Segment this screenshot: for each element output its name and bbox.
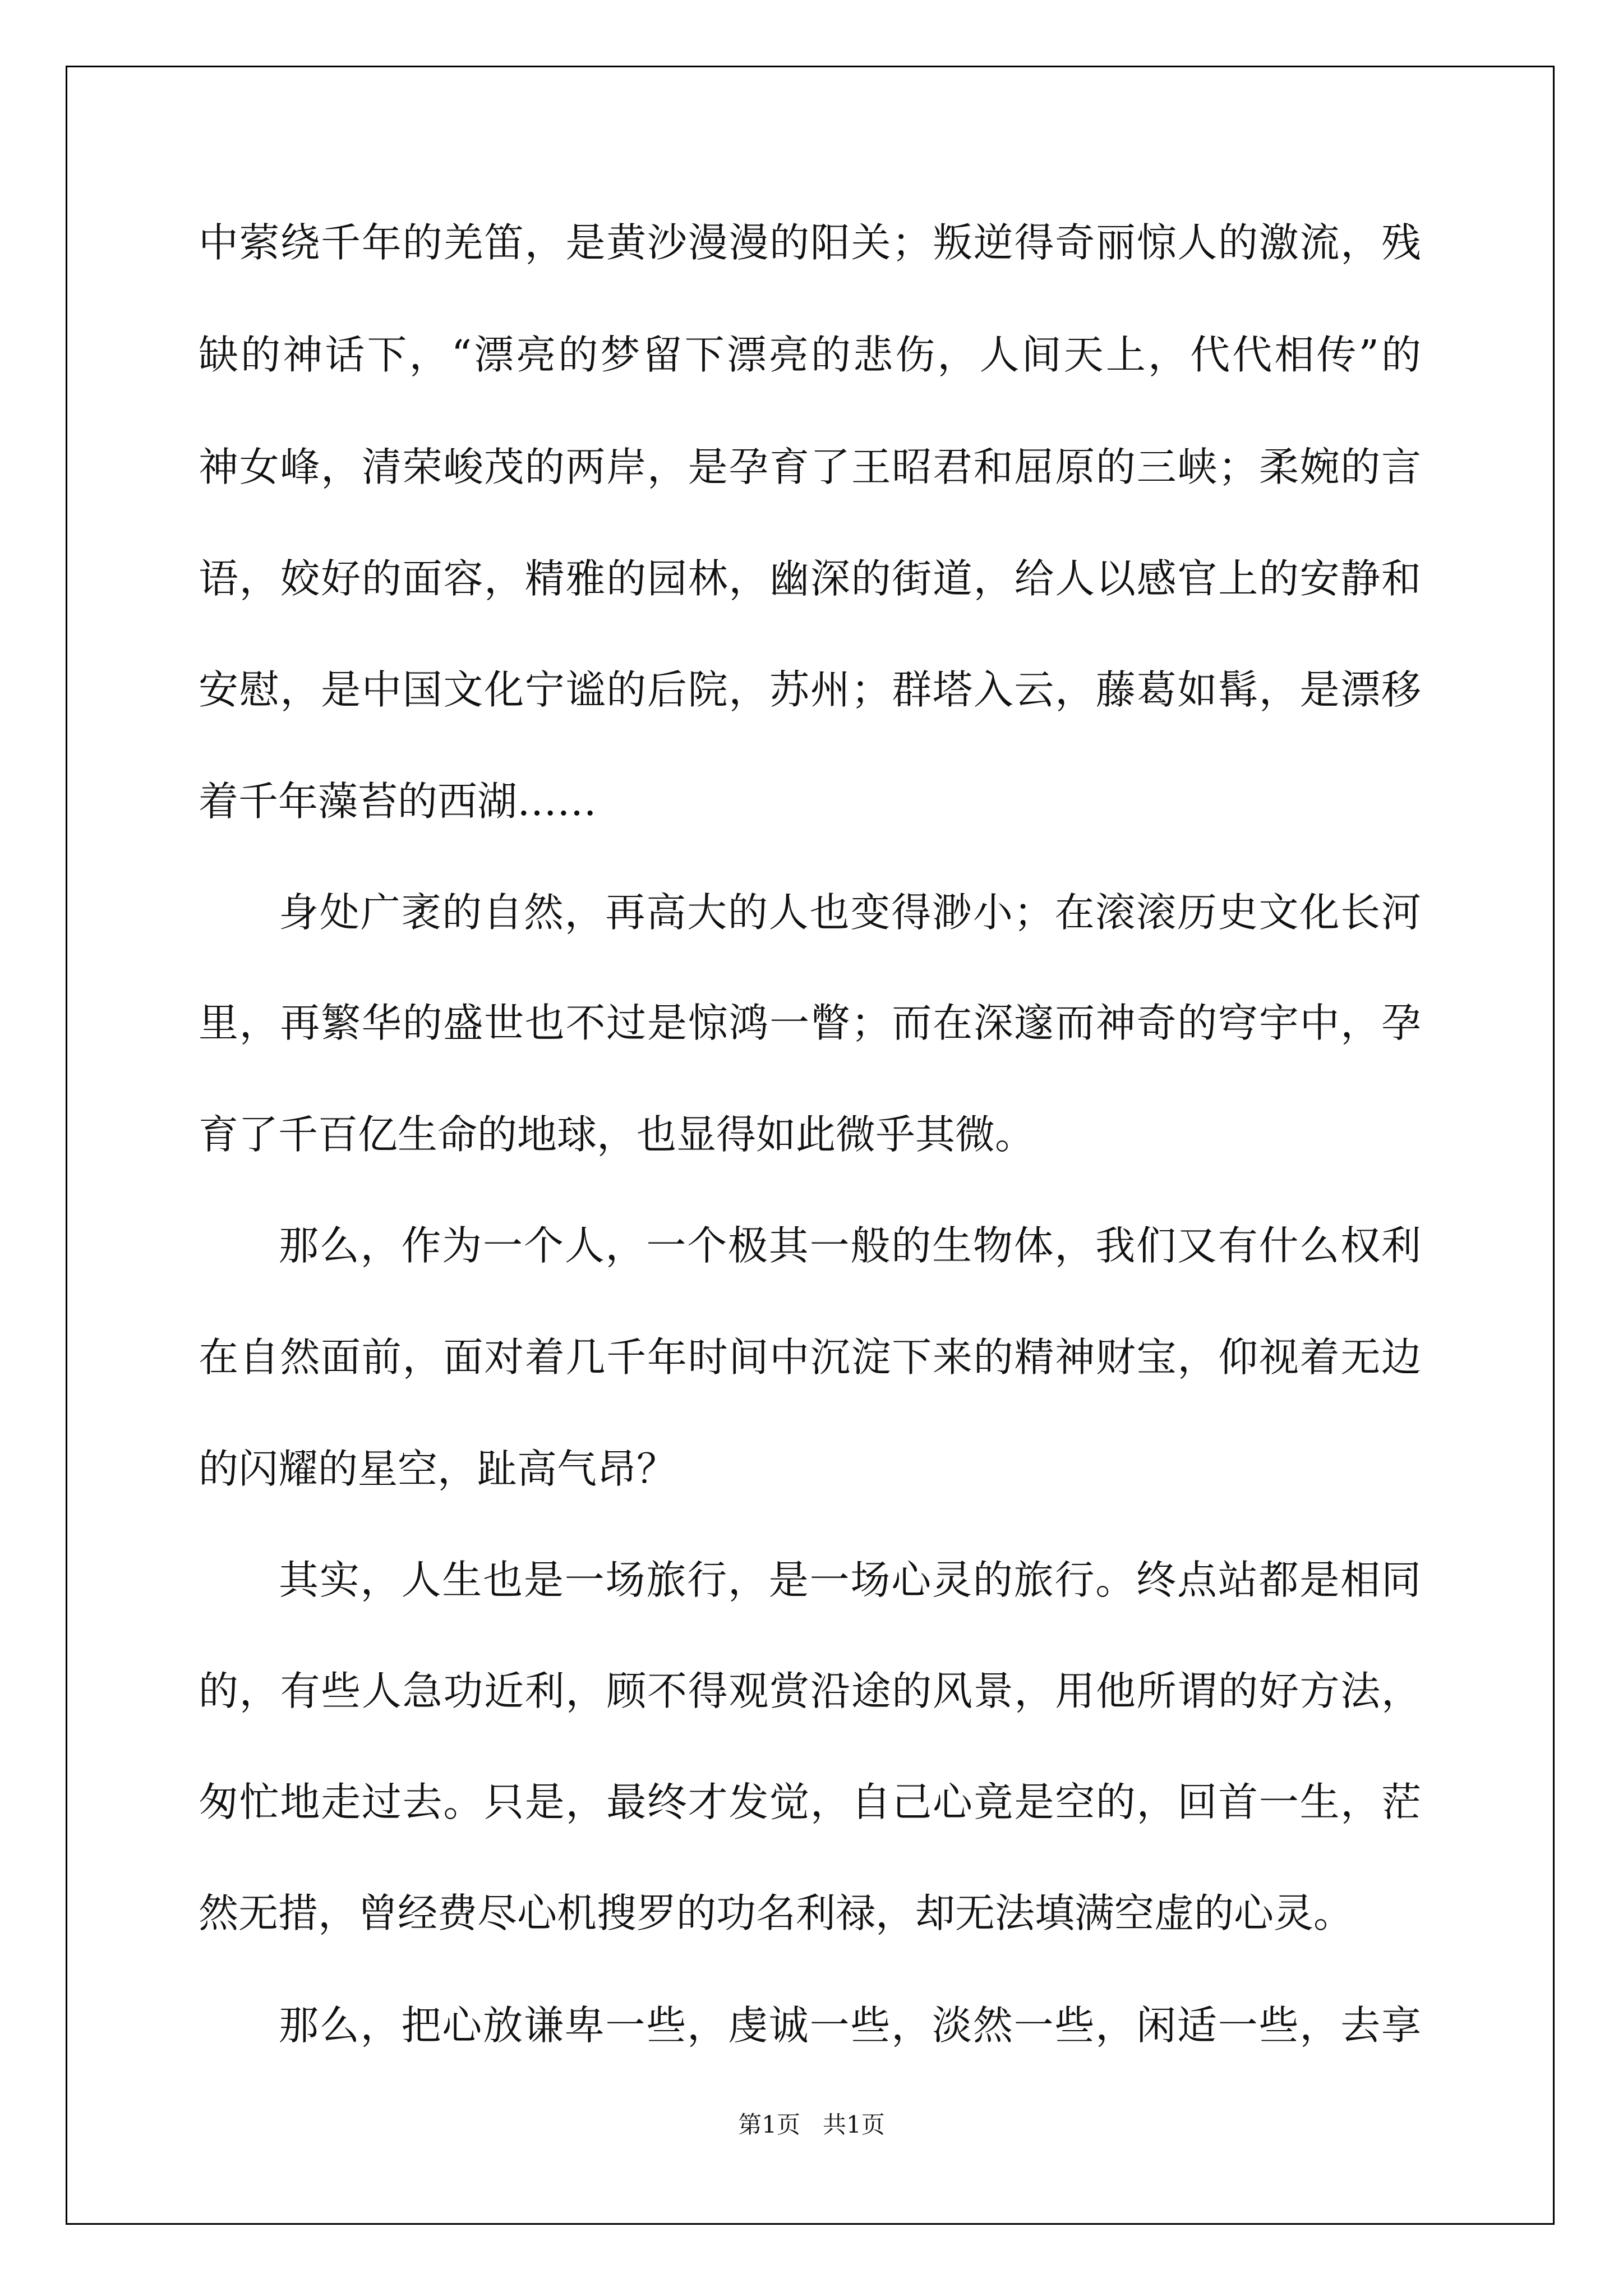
paragraph-2-line-3: 育了千百亿生命的地球，也显得如此微乎其微。 xyxy=(199,1111,1035,1158)
paragraph-1-line-3: 神女峰，清荣峻茂的两岸，是孕育了王昭君和屈原的三峡；柔婉的言 xyxy=(199,444,1421,490)
paragraph-1-line-4: 语，姣好的面容，精雅的园林，幽深的街道，给人以感官上的安静和 xyxy=(199,555,1421,602)
paragraph-1-line-5: 安慰，是中国文化宁谧的后院，苏州；群塔入云，藤葛如髯，是漂移 xyxy=(199,666,1421,713)
paragraph-1-line-2: 缺的神话下，“漂亮的梦留下漂亮的悲伤，人间天上，代代相传”的 xyxy=(199,332,1421,378)
page-footer: 第1页 共1页 xyxy=(738,2111,885,2138)
paragraph-3-line-1: 那么，作为一个人，一个极其一般的生物体，我们又有什么权利 xyxy=(279,1222,1421,1269)
paragraph-4-line-3: 匆忙地走过去。只是，最终才发觉，自己心竟是空的，回首一生，茫 xyxy=(199,1779,1421,1825)
paragraph-4-line-1: 其实，人生也是一场旅行，是一场心灵的旅行。终点站都是相同 xyxy=(279,1557,1421,1603)
paragraph-5-line-1: 那么，把心放谦卑一些，虔诚一些，淡然一些，闲适一些，去享 xyxy=(279,2002,1421,2049)
paragraph-3-line-2: 在自然面前，面对着几千年时间中沉淀下来的精神财宝，仰视着无边 xyxy=(199,1334,1421,1381)
paragraph-4-line-2: 的，有些人急功近利，顾不得观赏沿途的风景，用他所谓的好方法， xyxy=(199,1668,1421,1714)
paragraph-1-line-6: 着千年藻苔的西湖…… xyxy=(199,778,597,825)
paragraph-4-line-4: 然无措，曾经费尽心机搜罗的功名利禄，却无法填满空虚的心灵。 xyxy=(199,1890,1354,1936)
paragraph-3-line-3: 的闪耀的星空，趾高气昂？ xyxy=(199,1446,677,1492)
paragraph-2-line-1: 身处广袤的自然，再高大的人也变得渺小；在滚滚历史文化长河 xyxy=(279,889,1421,936)
paragraph-2-line-2: 里，再繁华的盛世也不过是惊鸿一瞥；而在深邃而神奇的穹宇中，孕 xyxy=(199,1000,1421,1046)
paragraph-1-line-1: 中萦绕千年的羌笛，是黄沙漫漫的阳关；叛逆得奇丽惊人的激流，残 xyxy=(199,219,1421,266)
